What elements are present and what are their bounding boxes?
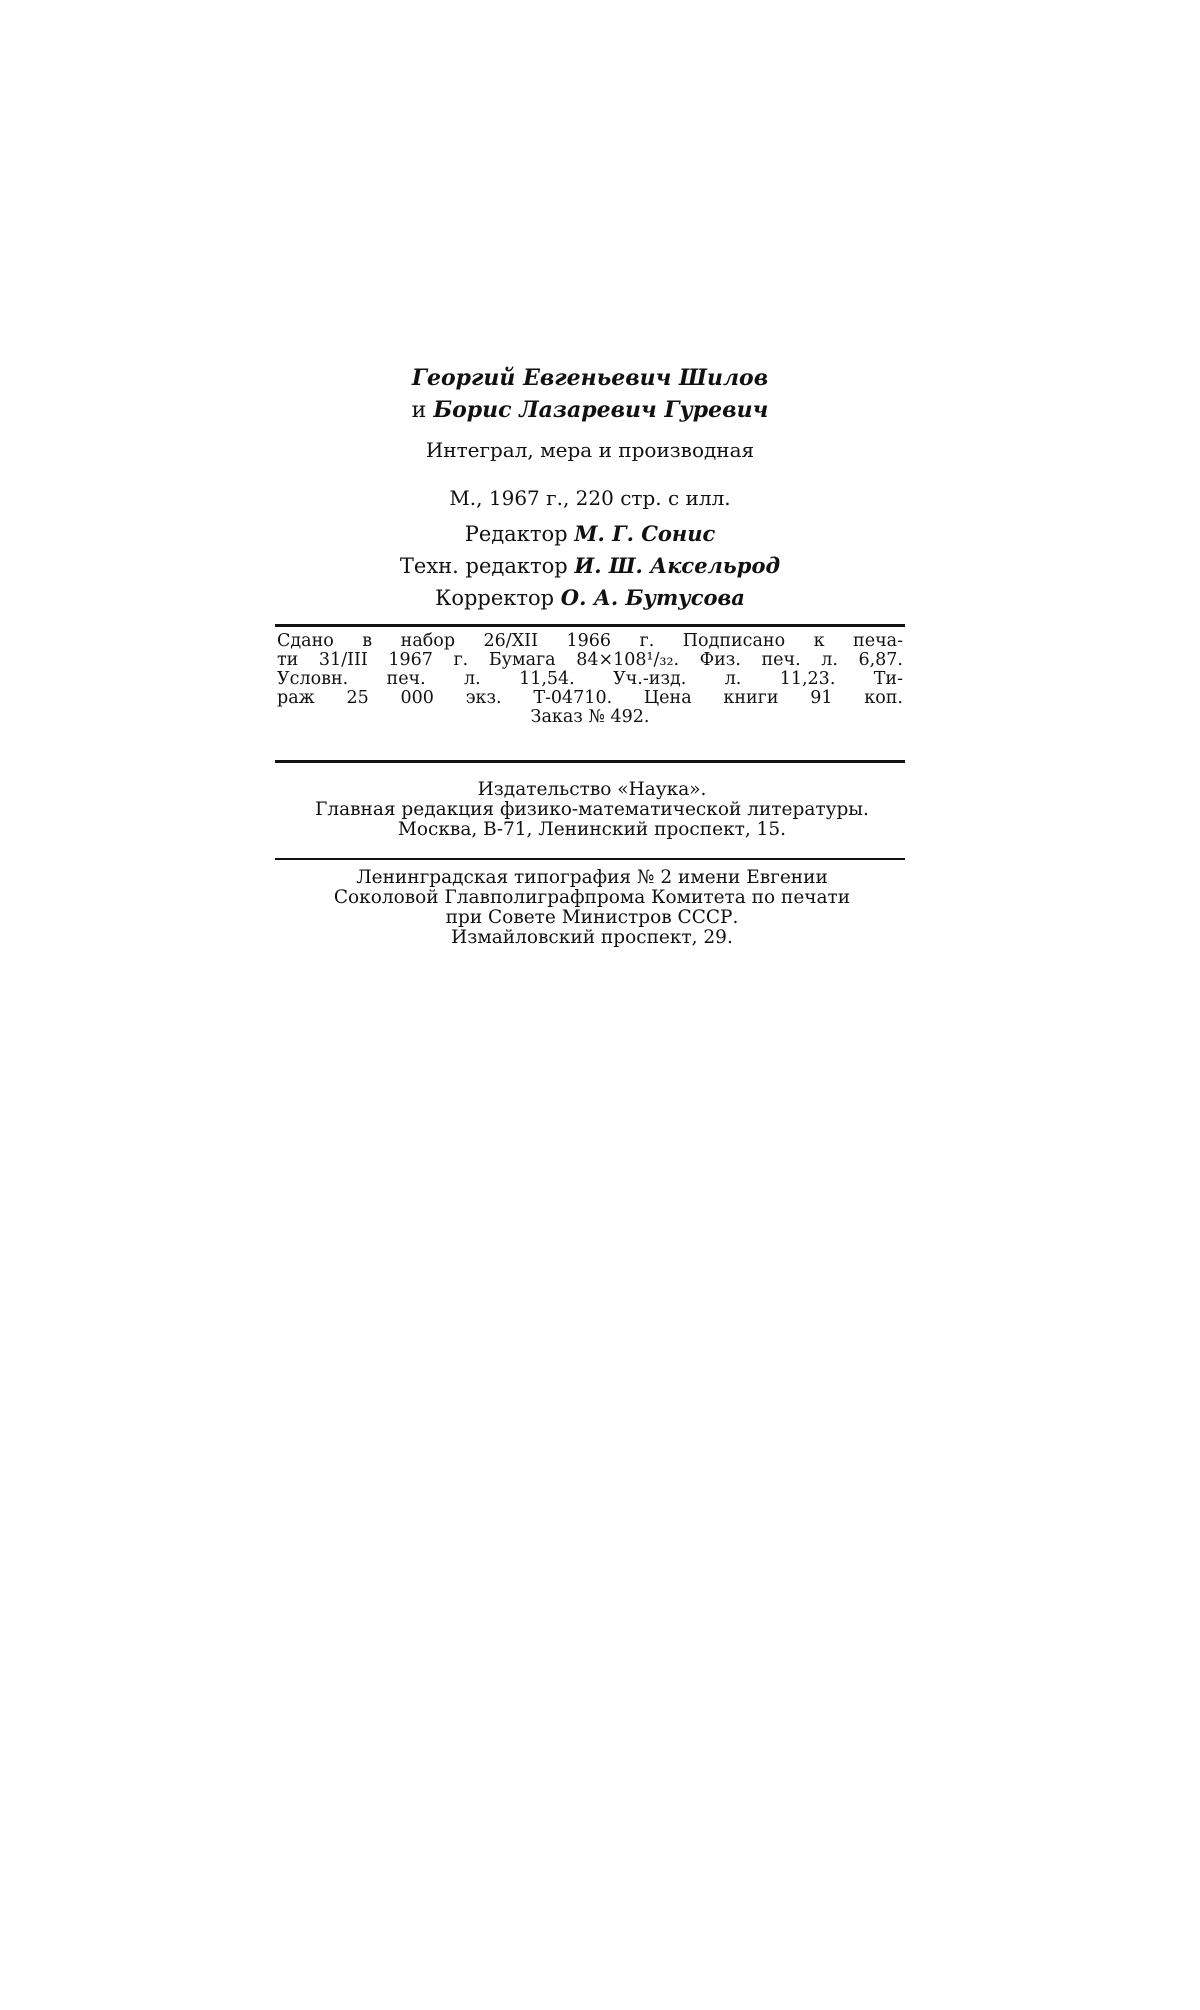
imprint-line: раж 25 000 экз. Т-04710. Цена книги 91 коп.: [277, 688, 903, 708]
authors-block: [270, 362, 910, 427]
author-line-2: [270, 394, 910, 427]
divider-rule-3: [275, 858, 905, 860]
staff-block: [270, 518, 910, 614]
author-line-1: Георгий Евгеньевич Шилов: [411, 365, 769, 391]
imprint-line: Сдано в набор 26/XII 1966 г. Подписано к печа-: [277, 631, 903, 651]
author-name-2: Борис Лазаревич Гуревич: [433, 397, 769, 423]
book-title: Интеграл, мера и производная: [425, 438, 755, 462]
author-conjunction: и: [411, 398, 427, 423]
printer-line: при Совете Министров СССР.: [445, 907, 739, 928]
printer-line: Соколовой Главполиграфпрома Комитета по печати: [333, 887, 851, 908]
imprint-line: ти 31/III 1967 г. Бумага 84×108¹/₃₂. Физ. печ. л. 6,87.: [277, 650, 903, 670]
divider-rule-2: [275, 760, 905, 763]
publisher-name: Издательство «Наука».: [477, 779, 707, 800]
printer-line: Ленинградская типография № 2 имени Евгении: [356, 867, 828, 888]
corrector-name: О. А. Бутусова: [560, 585, 745, 610]
editor-name: М. Г. Сонис: [574, 521, 716, 546]
tech-editor-label: Техн. редактор: [399, 554, 568, 578]
corrector-line: [270, 582, 910, 614]
publication-info: М., 1967 г., 220 стр. с илл.: [449, 486, 731, 510]
imprint-line: Условн. печ. л. 11,54. Уч.-изд. л. 11,23. Ти-: [277, 669, 903, 689]
editor-label: Редактор: [464, 522, 568, 546]
editor-line: [270, 518, 910, 550]
publisher-address: Москва, В-71, Ленинский проспект, 15.: [397, 819, 787, 840]
divider-rule-1: [275, 624, 905, 627]
tech-editor-name: И. Ш. Аксельрод: [574, 553, 781, 578]
printer-address: Измайловский проспект, 29.: [451, 927, 733, 948]
imprint-block: [277, 632, 903, 727]
publisher-block: [262, 780, 922, 840]
order-number: Заказ № 492.: [530, 707, 650, 727]
publisher-division: Главная редакция физико-математической литературы.: [315, 799, 869, 820]
tech-editor-line: [270, 550, 910, 582]
printer-block: [262, 868, 922, 948]
corrector-label: Корректор: [435, 586, 555, 610]
